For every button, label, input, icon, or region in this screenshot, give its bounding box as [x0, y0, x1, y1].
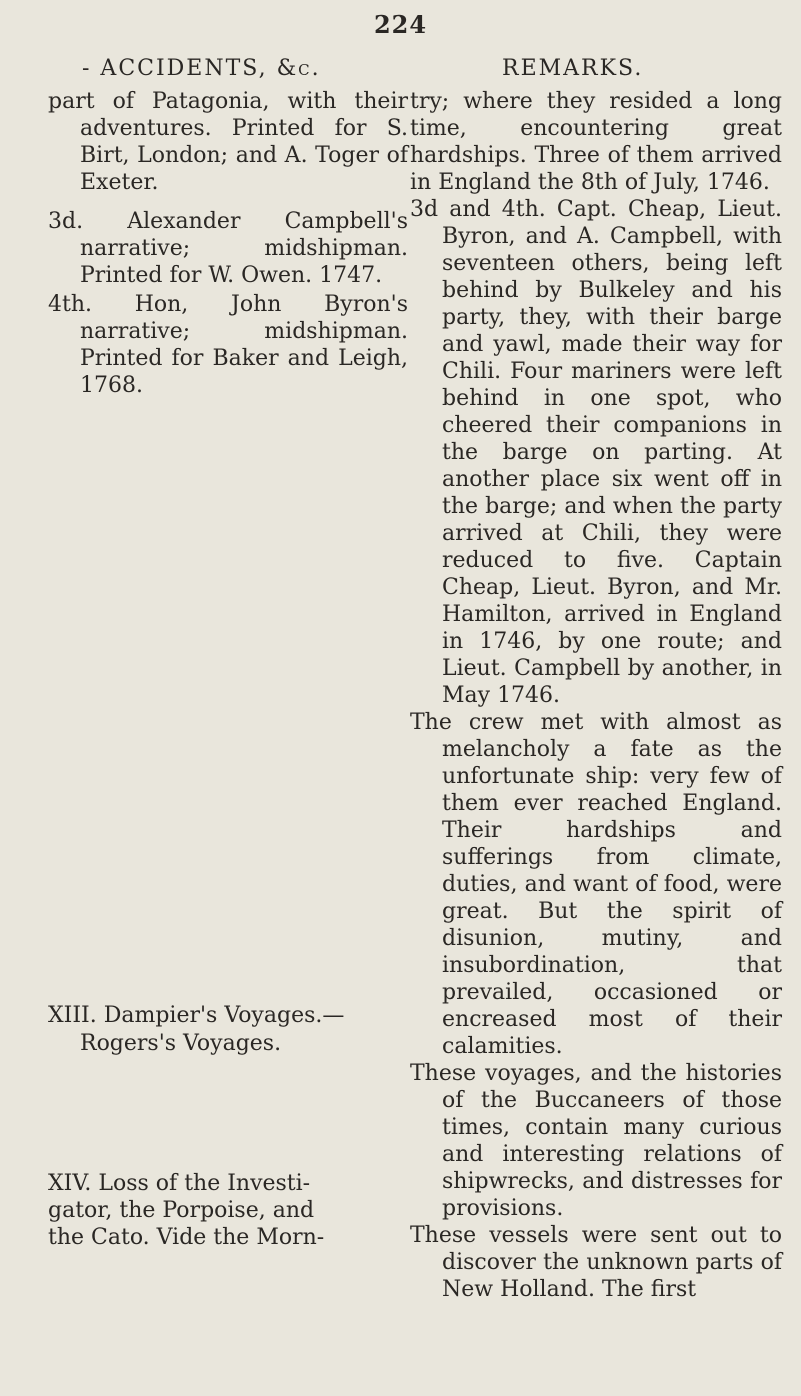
left-entry-xiv-line-3: the Cato. Vide the Morn- — [48, 1225, 325, 1250]
left-entry-narrative: part of Patagonia, with their adventures. Printed for S. Birt, London; and A. Toger of Exeter. — [48, 89, 408, 195]
right-para-residence: try; where they resided a long time, encountering great hardships. Three of them arrived in England the 8th of July, 1746. — [410, 89, 782, 195]
running-head-right: REMARKS. — [502, 56, 644, 81]
right-para-cheap-byron: 3d and 4th. Capt. Cheap, Lieut. Byron, and A. Campbell, with seventeen others, being left behind by Bulkeley and his party, they, with their barge and yawl, made their way for Chili. Four mariners were left behind in one spot, who cheered their companions in the barge on parting. At another place six went off in the barge; and when the party arrived at Chili, they were reduced to five. Captain Cheap, Lieut. Byron, and Mr. Hamilton, arrived in England in 1746, by one route; and Lieut. Campbell by another, in May 1746. — [410, 197, 782, 708]
left-entry-xiii-line-1: XIII. Dampier's Voyages.— — [48, 1003, 345, 1028]
right-column — [410, 88, 782, 1303]
left-entry-xiv-line-2: gator, the Porpoise, and — [48, 1198, 315, 1223]
left-entry-byron: 4th. Hon, John Byron's narrative; midshipman. Printed for Baker and Leigh, 1768. — [48, 292, 408, 398]
page-number: 224 — [373, 10, 428, 39]
right-para-vessels: These vessels were sent out to discover the unknown parts of New Holland. The first — [410, 1223, 782, 1302]
right-para-crew: The crew met with almost as melancholy a fate as the unfortunate ship: very few of them ever reached England. Their hardships and sufferings from climate, duties, and want of food, were great. But the spirit of disunion, mutiny, and insubordination, that prevailed, occasioned or encreased most of their calamities. — [410, 710, 782, 1059]
left-entry-xiv-line-1: XIV. Loss of the Investi- — [48, 1171, 311, 1196]
right-para-voyages: These voyages, and the histories of the Buccaneers of those times, contain many curious and interesting relations of shipwrecks, and distresses for provisions. — [410, 1061, 782, 1221]
left-column — [48, 88, 408, 399]
left-entry-xiii-line-2: Rogers's Voyages. — [80, 1031, 282, 1056]
left-entry-campbell: 3d. Alexander Campbell's narrative; midshipman. Printed for W. Owen. 1747. — [48, 209, 408, 288]
running-head-left: - ACCIDENTS, &c. — [82, 56, 321, 81]
